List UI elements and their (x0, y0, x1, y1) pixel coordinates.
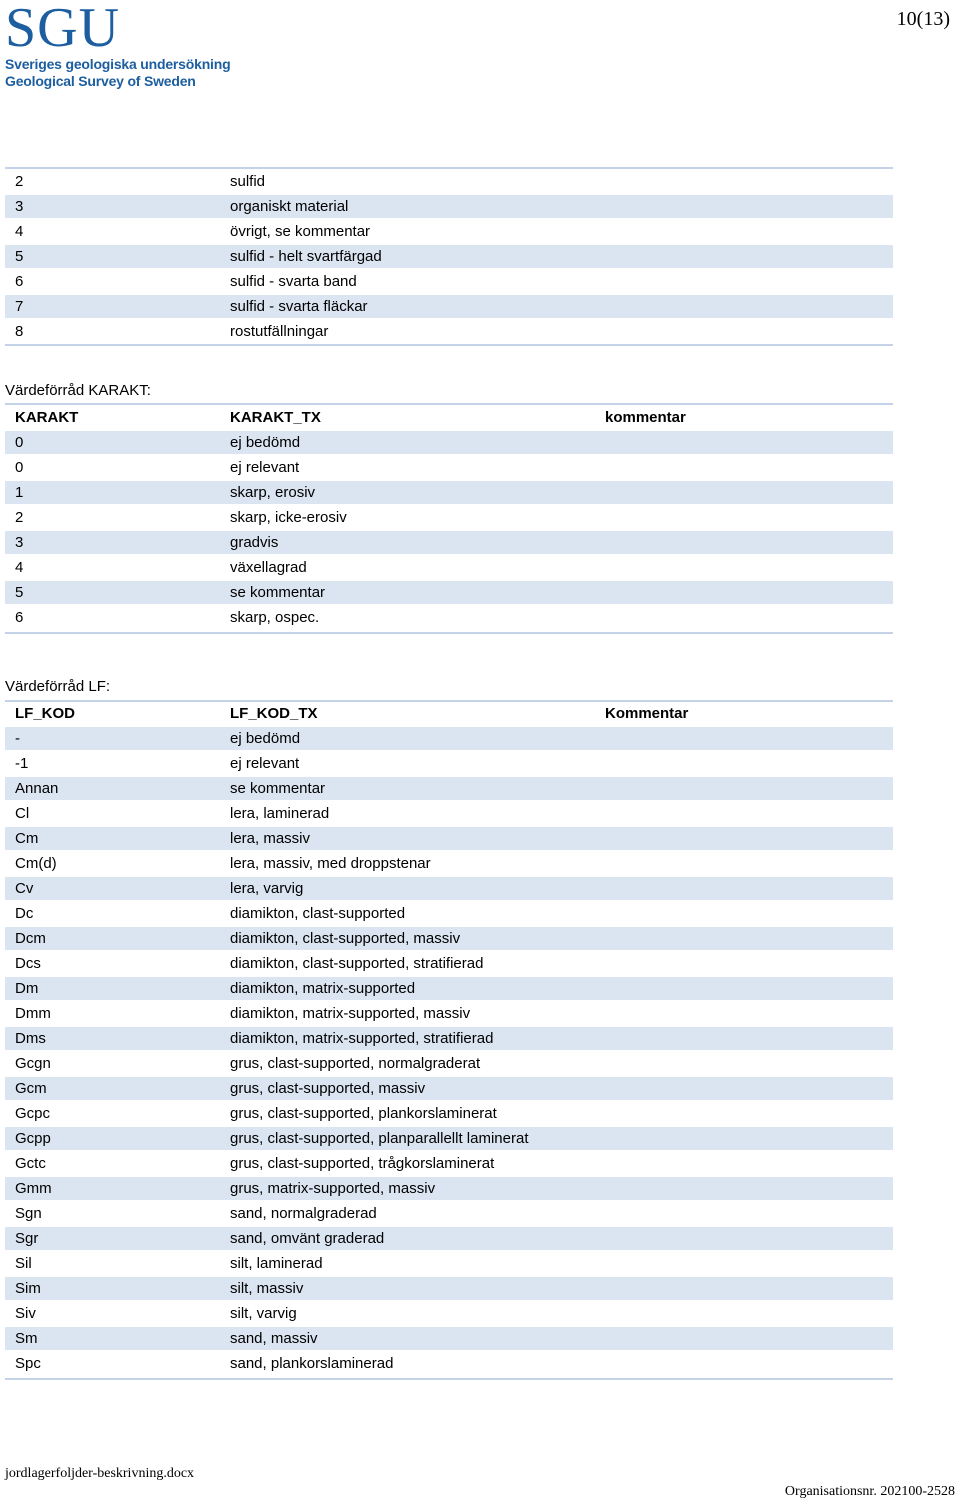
cell-description: organiskt material (220, 195, 595, 218)
table-row (5, 195, 893, 218)
cell-code: Gctc (15, 1155, 46, 1172)
table-row (5, 827, 893, 850)
table-row (5, 1002, 893, 1025)
page-number: 10(13) (896, 8, 950, 30)
cell-comment (595, 1277, 893, 1300)
cell-description: diamikton, matrix-supported (220, 977, 595, 1000)
cell-code: 1 (5, 481, 220, 504)
cell-description: gradvis (220, 531, 595, 554)
table-row (5, 1277, 893, 1300)
cell-description: diamikton, clast-supported, massiv (220, 927, 595, 950)
table-row (5, 1202, 893, 1225)
cell-code: Cl (15, 805, 30, 822)
cell-comment (595, 902, 893, 925)
sgu-logo (5, 0, 245, 90)
table-row (5, 1077, 893, 1100)
lf-bottom-rule (5, 1378, 893, 1380)
cell-code: Sm (5, 1327, 220, 1350)
cell-description: grus, matrix-supported, massiv (220, 1177, 595, 1200)
cell-code: 0 (5, 431, 220, 454)
cell-code: Dc (15, 905, 34, 922)
cell-comment (595, 320, 893, 343)
lf-header-code: LF_KOD (15, 705, 75, 722)
cell-comment (595, 727, 893, 750)
cell-comment (595, 1352, 893, 1375)
cell-comment (595, 827, 893, 850)
cell-code: Dmm (15, 1005, 51, 1022)
cell-comment (595, 1177, 893, 1200)
table-row (5, 1227, 893, 1250)
table-row (5, 902, 893, 925)
table-row (5, 1152, 893, 1175)
cell-comment (595, 1152, 893, 1175)
cell-description: lera, varvig (220, 877, 595, 900)
cell-comment (595, 581, 893, 604)
table-row (5, 581, 893, 604)
table-row (5, 777, 893, 800)
cell-description: övrigt, se kommentar (230, 223, 371, 240)
cell-description: se kommentar (220, 777, 595, 800)
cell-description: ej relevant (230, 755, 300, 772)
cell-comment (595, 1127, 893, 1150)
table-row (5, 1302, 893, 1325)
cell-code: Gcpp (5, 1127, 220, 1150)
table-row (5, 877, 893, 900)
logo-line-english: Geological Survey of Sweden (5, 73, 196, 89)
cell-comment (595, 556, 893, 579)
cell-comment (595, 777, 893, 800)
table-row (5, 1177, 893, 1200)
cell-comment (595, 952, 893, 975)
cell-comment (595, 1077, 893, 1100)
cell-comment (595, 1227, 893, 1250)
cell-comment (595, 877, 893, 900)
table-row (5, 556, 893, 579)
cell-code: 7 (5, 295, 220, 318)
cell-description: sand, omvänt graderad (220, 1227, 595, 1250)
cell-description: skarp, erosiv (220, 481, 595, 504)
lf-table (5, 700, 893, 1377)
logo-line-swedish: Sveriges geologiska undersökning (5, 56, 231, 72)
cell-code: Spc (15, 1355, 41, 1372)
cell-code: Sil (15, 1255, 32, 1272)
table-row (5, 170, 893, 193)
cell-code: Gcm (5, 1077, 220, 1100)
cell-description: sulfid - svarta fläckar (220, 295, 595, 318)
table-row (5, 1352, 893, 1375)
cell-code: - (5, 727, 220, 750)
cell-comment (595, 1027, 893, 1050)
cell-description: sulfid - helt svartfärgad (220, 245, 595, 268)
cell-code: Dcm (5, 927, 220, 950)
cell-description: lera, massiv, med droppstenar (230, 855, 431, 872)
lf-header-comment: Kommentar (605, 705, 689, 722)
cell-description: rostutfällningar (230, 323, 329, 340)
cell-comment (595, 1102, 893, 1125)
cell-code: Gcgn (15, 1055, 51, 1072)
cell-description: diamikton, clast-supported, stratifierad (230, 955, 484, 972)
cell-comment (595, 606, 893, 629)
cell-code: 6 (15, 273, 24, 290)
karakt-section-label: Värdeförråd KARAKT: (5, 382, 151, 399)
table-row (5, 481, 893, 504)
cell-code: Dm (5, 977, 220, 1000)
cell-code: Dms (5, 1027, 220, 1050)
lf-header-text: LF_KOD_TX (230, 705, 318, 722)
cell-comment (595, 195, 893, 218)
karakt-header-code: KARAKT (15, 409, 79, 426)
cell-description: sand, normalgraderad (230, 1205, 377, 1222)
cell-code: Gmm (5, 1177, 220, 1200)
table-row (5, 295, 893, 318)
footer-org-number: Organisationsnr. 202100-2528 (784, 1484, 955, 1499)
cell-code: 3 (5, 195, 220, 218)
table-row (5, 752, 893, 775)
cell-code: 4 (15, 223, 24, 240)
logo-mark: SGU (5, 0, 121, 59)
cell-comment (595, 245, 893, 268)
cell-comment (595, 270, 893, 293)
cell-code: Sgr (5, 1227, 220, 1250)
cell-comment (595, 531, 893, 554)
cell-description: sand, plankorslaminerad (230, 1355, 394, 1372)
cell-code: 5 (5, 581, 220, 604)
table-row (5, 245, 893, 268)
footer-filename: jordlagerfoljder-beskrivning.docx (5, 1466, 195, 1481)
table-row (5, 1027, 893, 1050)
lf-section-label: Värdeförråd LF: (5, 678, 111, 695)
table-row (5, 852, 893, 875)
table-continued (5, 168, 893, 345)
cell-description: grus, clast-supported, normalgraderat (230, 1055, 481, 1072)
table-row (5, 952, 893, 975)
cell-code: Cm (5, 827, 220, 850)
cell-code: 0 (15, 459, 24, 476)
table-row (5, 1052, 893, 1075)
cell-code: -1 (15, 755, 29, 772)
cell-code: 2 (15, 173, 24, 190)
cell-description: grus, clast-supported, trågkorslaminerat (230, 1155, 495, 1172)
cell-comment (595, 1202, 893, 1225)
table-row (5, 320, 893, 343)
cell-description: sulfid (230, 173, 266, 190)
table-row (5, 927, 893, 950)
lf-header-row (5, 702, 893, 725)
table-row (5, 506, 893, 529)
karakt-bottom-rule (5, 632, 893, 634)
table-bottom-rule (5, 344, 893, 346)
cell-code: Cv (5, 877, 220, 900)
cell-description: ej relevant (230, 459, 300, 476)
cell-code: Dcs (15, 955, 41, 972)
cell-description: diamikton, matrix-supported, massiv (230, 1005, 471, 1022)
karakt-header-text: KARAKT_TX (230, 409, 321, 426)
cell-description: skarp, icke-erosiv (230, 509, 347, 526)
table-row (5, 531, 893, 554)
table-row (5, 431, 893, 454)
cell-code: 3 (5, 531, 220, 554)
cell-description: grus, clast-supported, massiv (220, 1077, 595, 1100)
table-row (5, 1127, 893, 1150)
cell-description: silt, massiv (220, 1277, 595, 1300)
karakt-header-row (5, 406, 893, 429)
cell-code: Sim (5, 1277, 220, 1300)
cell-description: sulfid - svarta band (230, 273, 357, 290)
table-row (5, 977, 893, 1000)
cell-code: 8 (15, 323, 24, 340)
cell-description: lera, massiv (220, 827, 595, 850)
cell-comment (595, 1327, 893, 1350)
cell-comment (595, 752, 893, 775)
table-row (5, 220, 893, 243)
cell-comment (595, 1052, 893, 1075)
cell-description: silt, laminerad (230, 1255, 323, 1272)
cell-code: 4 (15, 559, 24, 576)
cell-code: Siv (15, 1305, 36, 1322)
cell-code: Sgn (15, 1205, 42, 1222)
cell-description: grus, clast-supported, planparallellt laminerat (220, 1127, 595, 1150)
cell-code: Annan (5, 777, 220, 800)
cell-comment (595, 506, 893, 529)
cell-comment (595, 852, 893, 875)
cell-comment (595, 295, 893, 318)
table-row (5, 270, 893, 293)
cell-code: 2 (15, 509, 24, 526)
table-row (5, 456, 893, 479)
cell-description: ej bedömd (220, 431, 595, 454)
cell-code: Gcpc (15, 1105, 51, 1122)
cell-comment (595, 431, 893, 454)
table-row (5, 802, 893, 825)
karakt-table (5, 404, 893, 631)
cell-description: sand, massiv (220, 1327, 595, 1350)
table-row (5, 1252, 893, 1275)
cell-description: se kommentar (220, 581, 595, 604)
cell-comment (595, 1002, 893, 1025)
cell-comment (595, 927, 893, 950)
table-row (5, 727, 893, 750)
cell-comment (595, 1252, 893, 1275)
cell-description: diamikton, clast-supported (230, 905, 406, 922)
cell-description: skarp, ospec. (230, 609, 320, 626)
cell-comment (595, 1302, 893, 1325)
karakt-header-comment: kommentar (605, 409, 686, 426)
table-row (5, 606, 893, 629)
cell-code: Cm(d) (15, 855, 57, 872)
cell-comment (595, 220, 893, 243)
cell-comment (595, 802, 893, 825)
cell-code: 5 (5, 245, 220, 268)
cell-description: diamikton, matrix-supported, stratifierad (220, 1027, 595, 1050)
cell-description: ej bedömd (220, 727, 595, 750)
table-row (5, 1327, 893, 1350)
table-row (5, 1102, 893, 1125)
cell-comment (595, 456, 893, 479)
cell-comment (595, 977, 893, 1000)
cell-comment (595, 481, 893, 504)
cell-description: silt, varvig (230, 1305, 297, 1322)
cell-description: lera, laminerad (230, 805, 330, 822)
cell-description: växellagrad (230, 559, 307, 576)
cell-comment (595, 170, 893, 193)
cell-code: 6 (15, 609, 24, 626)
cell-description: grus, clast-supported, plankorslaminerat (230, 1105, 497, 1122)
